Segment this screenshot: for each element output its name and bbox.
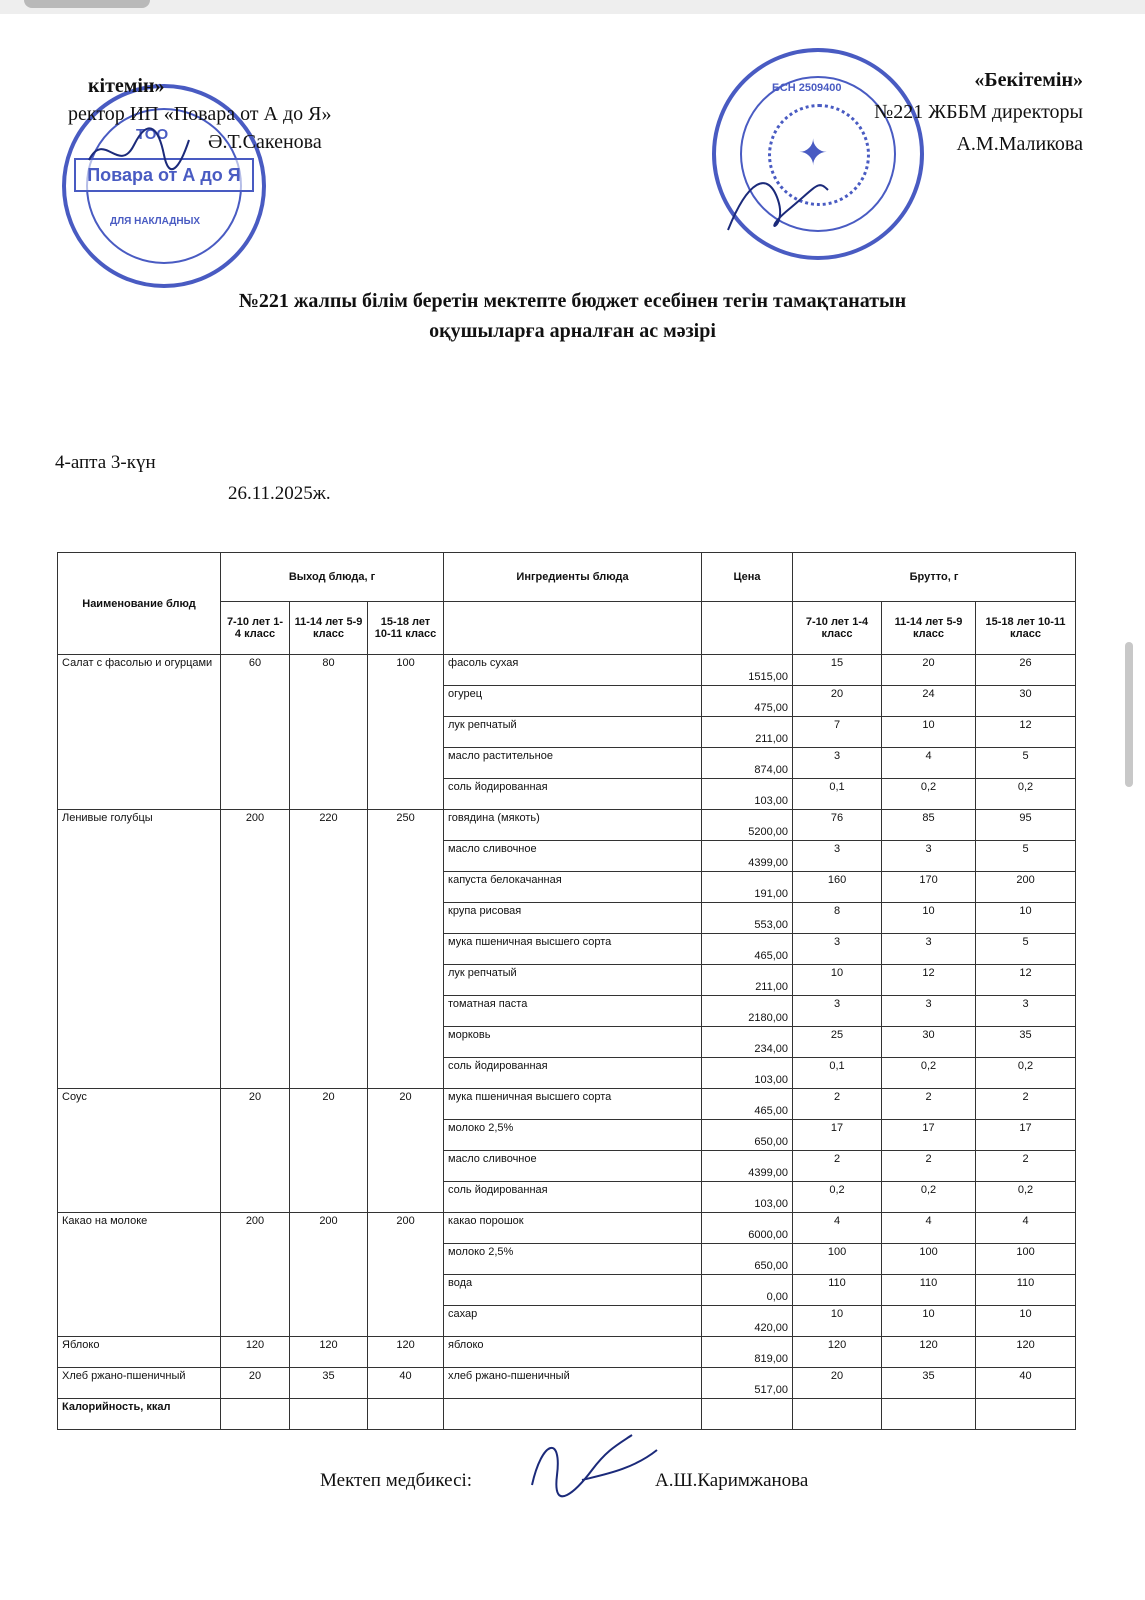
brutto-value: 40 [976,1368,1076,1399]
dish-output: 120 [368,1337,444,1368]
header-dish: Наименование блюд [58,553,221,655]
table-row [58,810,1076,841]
approval-right-line2: №221 ЖББМ директоры [874,101,1083,123]
brutto-value: 170 [882,872,976,903]
brutto-value: 4 [793,1213,882,1244]
brutto-value: 3 [882,934,976,965]
status-pill [24,0,150,8]
calorie-cell [221,1399,290,1430]
calorie-cell [793,1399,882,1430]
header-empty [444,602,702,655]
calorie-cell [290,1399,368,1430]
ingredient-name: огурец [444,686,702,717]
header-empty [702,602,793,655]
ingredient-price: 6000,00 [702,1213,793,1244]
brutto-value: 10 [882,1306,976,1337]
header-out-age3: 15-18 лет 10-11 класс [368,602,444,655]
dish-output: 120 [221,1337,290,1368]
ingredient-price: 103,00 [702,779,793,810]
brutto-value: 12 [976,717,1076,748]
ingredient-price: 475,00 [702,686,793,717]
dish-output: 60 [221,655,290,810]
ingredient-name: соль йодированная [444,1182,702,1213]
ingredient-price: 234,00 [702,1027,793,1058]
brutto-value: 2 [882,1151,976,1182]
ingredient-price: 191,00 [702,872,793,903]
calorie-cell [976,1399,1076,1430]
ingredient-price: 5200,00 [702,810,793,841]
brutto-value: 0,1 [793,1058,882,1089]
status-bar [0,0,1145,14]
dish-output: 100 [368,655,444,810]
menu-body [58,655,1076,1430]
stamp-company-name: Повара от А до Я [74,158,254,192]
brutto-value: 20 [793,686,882,717]
brutto-value: 0,2 [976,1058,1076,1089]
table-row [58,1368,1076,1399]
brutto-value: 30 [882,1027,976,1058]
ingredient-name: масло растительное [444,748,702,779]
title-line2: оқушыларға арналған ас мәзірі [429,320,716,342]
star-icon: ✦ [798,132,829,173]
dish-output: 80 [290,655,368,810]
header-brutto-age2: 11-14 лет 5-9 класс [882,602,976,655]
ingredient-price: 211,00 [702,717,793,748]
ingredient-name: морковь [444,1027,702,1058]
calorie-label: Калорийность, ккал [58,1399,221,1430]
brutto-value: 95 [976,810,1076,841]
table-row [58,1089,1076,1120]
brutto-value: 5 [976,748,1076,779]
brutto-value: 4 [882,1213,976,1244]
ingredient-price: 650,00 [702,1120,793,1151]
table-row [58,1337,1076,1368]
dish-output: 250 [368,810,444,1089]
approval-right [874,64,1083,160]
brutto-value: 3 [793,748,882,779]
header-brutto: Брутто, г [793,553,1076,602]
signature-right [718,160,838,240]
approval-left-line3: Ә.Т.Сакенова [208,131,322,153]
brutto-value: 30 [976,686,1076,717]
brutto-value: 120 [882,1337,976,1368]
brutto-value: 20 [793,1368,882,1399]
brutto-value: 200 [976,872,1076,903]
brutto-value: 5 [976,841,1076,872]
approval-left-line1: кітемін» [88,75,165,97]
calorie-cell [882,1399,976,1430]
brutto-value: 100 [976,1244,1076,1275]
ingredient-price: 517,00 [702,1368,793,1399]
brutto-value: 100 [793,1244,882,1275]
brutto-value: 17 [882,1120,976,1151]
brutto-value: 20 [882,655,976,686]
header-output: Выход блюда, г [221,553,444,602]
header-price: Цена [702,553,793,602]
brutto-value: 120 [976,1337,1076,1368]
ingredient-price: 4399,00 [702,1151,793,1182]
dish-name: Какао на молоке [58,1213,221,1337]
nurse-label: Мектеп медбикесі: [320,1470,473,1491]
calorie-cell [702,1399,793,1430]
brutto-value: 7 [793,717,882,748]
dish-output: 220 [290,810,368,1089]
ingredient-price: 819,00 [702,1337,793,1368]
dish-name: Яблоко [58,1337,221,1368]
brutto-value: 3 [882,996,976,1027]
brutto-value: 120 [793,1337,882,1368]
brutto-value: 10 [976,1306,1076,1337]
ingredient-price: 650,00 [702,1244,793,1275]
dish-output: 200 [221,1213,290,1337]
ingredient-name: мука пшеничная высшего сорта [444,1089,702,1120]
ingredient-name: фасоль сухая [444,655,702,686]
header-out-age2: 11-14 лет 5-9 класс [290,602,368,655]
ingredient-name: томатная паста [444,996,702,1027]
brutto-value: 100 [882,1244,976,1275]
dish-name: Хлеб ржано-пшеничный [58,1368,221,1399]
ingredient-name: яблоко [444,1337,702,1368]
brutto-value: 12 [882,965,976,996]
page-title [0,286,1145,346]
nurse-name: А.Ш.Каримжанова [655,1470,809,1491]
ingredient-name: говядина (мякоть) [444,810,702,841]
ingredient-price: 874,00 [702,748,793,779]
brutto-value: 0,2 [976,1182,1076,1213]
dish-output: 200 [290,1213,368,1337]
ingredient-name: молоко 2,5% [444,1244,702,1275]
brutto-value: 5 [976,934,1076,965]
brutto-value: 110 [976,1275,1076,1306]
brutto-value: 3 [976,996,1076,1027]
header-ingredients: Ингредиенты блюда [444,553,702,602]
ingredient-name: крупа рисовая [444,903,702,934]
brutto-value: 160 [793,872,882,903]
brutto-value: 10 [976,903,1076,934]
brutto-value: 10 [882,717,976,748]
menu-table [57,552,1076,1430]
brutto-value: 10 [882,903,976,934]
week-day: 4-апта 3-күн [55,452,156,473]
brutto-value: 2 [882,1089,976,1120]
brutto-value: 2 [793,1151,882,1182]
brutto-value: 85 [882,810,976,841]
header-brutto-age1: 7-10 лет 1-4 класс [793,602,882,655]
brutto-value: 35 [976,1027,1076,1058]
dish-output: 20 [221,1368,290,1399]
approval-right-line3: А.М.Маликова [956,133,1083,155]
table-row [58,655,1076,686]
brutto-value: 15 [793,655,882,686]
ingredient-price: 465,00 [702,1089,793,1120]
ingredient-name: капуста белокачанная [444,872,702,903]
brutto-value: 26 [976,655,1076,686]
menu-date: 26.11.2025ж. [228,483,331,504]
brutto-value: 25 [793,1027,882,1058]
ingredient-price: 103,00 [702,1182,793,1213]
ingredient-price: 2180,00 [702,996,793,1027]
dish-output: 20 [290,1089,368,1213]
ingredient-price: 465,00 [702,934,793,965]
ingredient-name: мука пшеничная высшего сорта [444,934,702,965]
dish-name: Соус [58,1089,221,1213]
ingredient-name: сахар [444,1306,702,1337]
scrollbar[interactable] [1125,642,1133,787]
brutto-value: 110 [793,1275,882,1306]
dish-output: 20 [368,1089,444,1213]
brutto-value: 3 [793,934,882,965]
calorie-cell [444,1399,702,1430]
dish-output: 200 [221,810,290,1089]
brutto-value: 4 [976,1213,1076,1244]
brutto-value: 10 [793,1306,882,1337]
ingredient-price: 420,00 [702,1306,793,1337]
stamp-org: ТОО [136,126,169,143]
header-brutto-age3: 15-18 лет 10-11 класс [976,602,1076,655]
brutto-value: 17 [793,1120,882,1151]
signature-left [84,120,194,180]
brutto-value: 0,2 [882,779,976,810]
brutto-value: 2 [976,1151,1076,1182]
dish-output: 200 [368,1213,444,1337]
brutto-value: 3 [793,841,882,872]
brutto-value: 3 [882,841,976,872]
ingredient-name: какао порошок [444,1213,702,1244]
brutto-value: 0,1 [793,779,882,810]
calorie-cell [368,1399,444,1430]
brutto-value: 10 [793,965,882,996]
ingredient-name: соль йодированная [444,779,702,810]
brutto-value: 35 [882,1368,976,1399]
ingredient-name: соль йодированная [444,1058,702,1089]
ingredient-price: 4399,00 [702,841,793,872]
dish-name: Салат с фасолью и огурцами [58,655,221,810]
header-out-age1: 7-10 лет 1-4 класс [221,602,290,655]
table-row [58,1213,1076,1244]
ingredient-name: лук репчатый [444,965,702,996]
ingredient-price: 211,00 [702,965,793,996]
brutto-value: 12 [976,965,1076,996]
dish-output: 40 [368,1368,444,1399]
ingredient-name: лук репчатый [444,717,702,748]
title-line1: №221 жалпы білім беретін мектепте бюджет есебінен тегін тамақтанатын [238,290,907,312]
ingredient-price: 0,00 [702,1275,793,1306]
brutto-value: 0,2 [976,779,1076,810]
ingredient-name: хлеб ржано-пшеничный [444,1368,702,1399]
calorie-row [58,1399,1076,1430]
ingredient-price: 1515,00 [702,655,793,686]
brutto-value: 76 [793,810,882,841]
stamp-note: ДЛЯ НАКЛАДНЫХ [110,216,201,227]
dish-output: 20 [221,1089,290,1213]
brutto-value: 3 [793,996,882,1027]
brutto-value: 2 [793,1089,882,1120]
ingredient-name: масло сливочное [444,841,702,872]
ingredient-price: 553,00 [702,903,793,934]
stamp-bsn: БСН 2509400 [772,82,842,94]
brutto-value: 0,2 [882,1058,976,1089]
brutto-value: 110 [882,1275,976,1306]
ingredient-name: вода [444,1275,702,1306]
dish-output: 35 [290,1368,368,1399]
approval-left-line2: ректор ИП «Повара от А до Я» [68,103,332,125]
brutto-value: 24 [882,686,976,717]
ingredient-name: масло сливочное [444,1151,702,1182]
brutto-value: 0,2 [793,1182,882,1213]
brutto-value: 8 [793,903,882,934]
signature-nurse [522,1430,662,1500]
brutto-value: 4 [882,748,976,779]
dish-output: 120 [290,1337,368,1368]
dish-name: Ленивые голубцы [58,810,221,1089]
brutto-value: 0,2 [882,1182,976,1213]
brutto-value: 2 [976,1089,1076,1120]
approval-right-line1: «Бекітемін» [974,69,1083,91]
brutto-value: 17 [976,1120,1076,1151]
ingredient-price: 103,00 [702,1058,793,1089]
ingredient-name: молоко 2,5% [444,1120,702,1151]
